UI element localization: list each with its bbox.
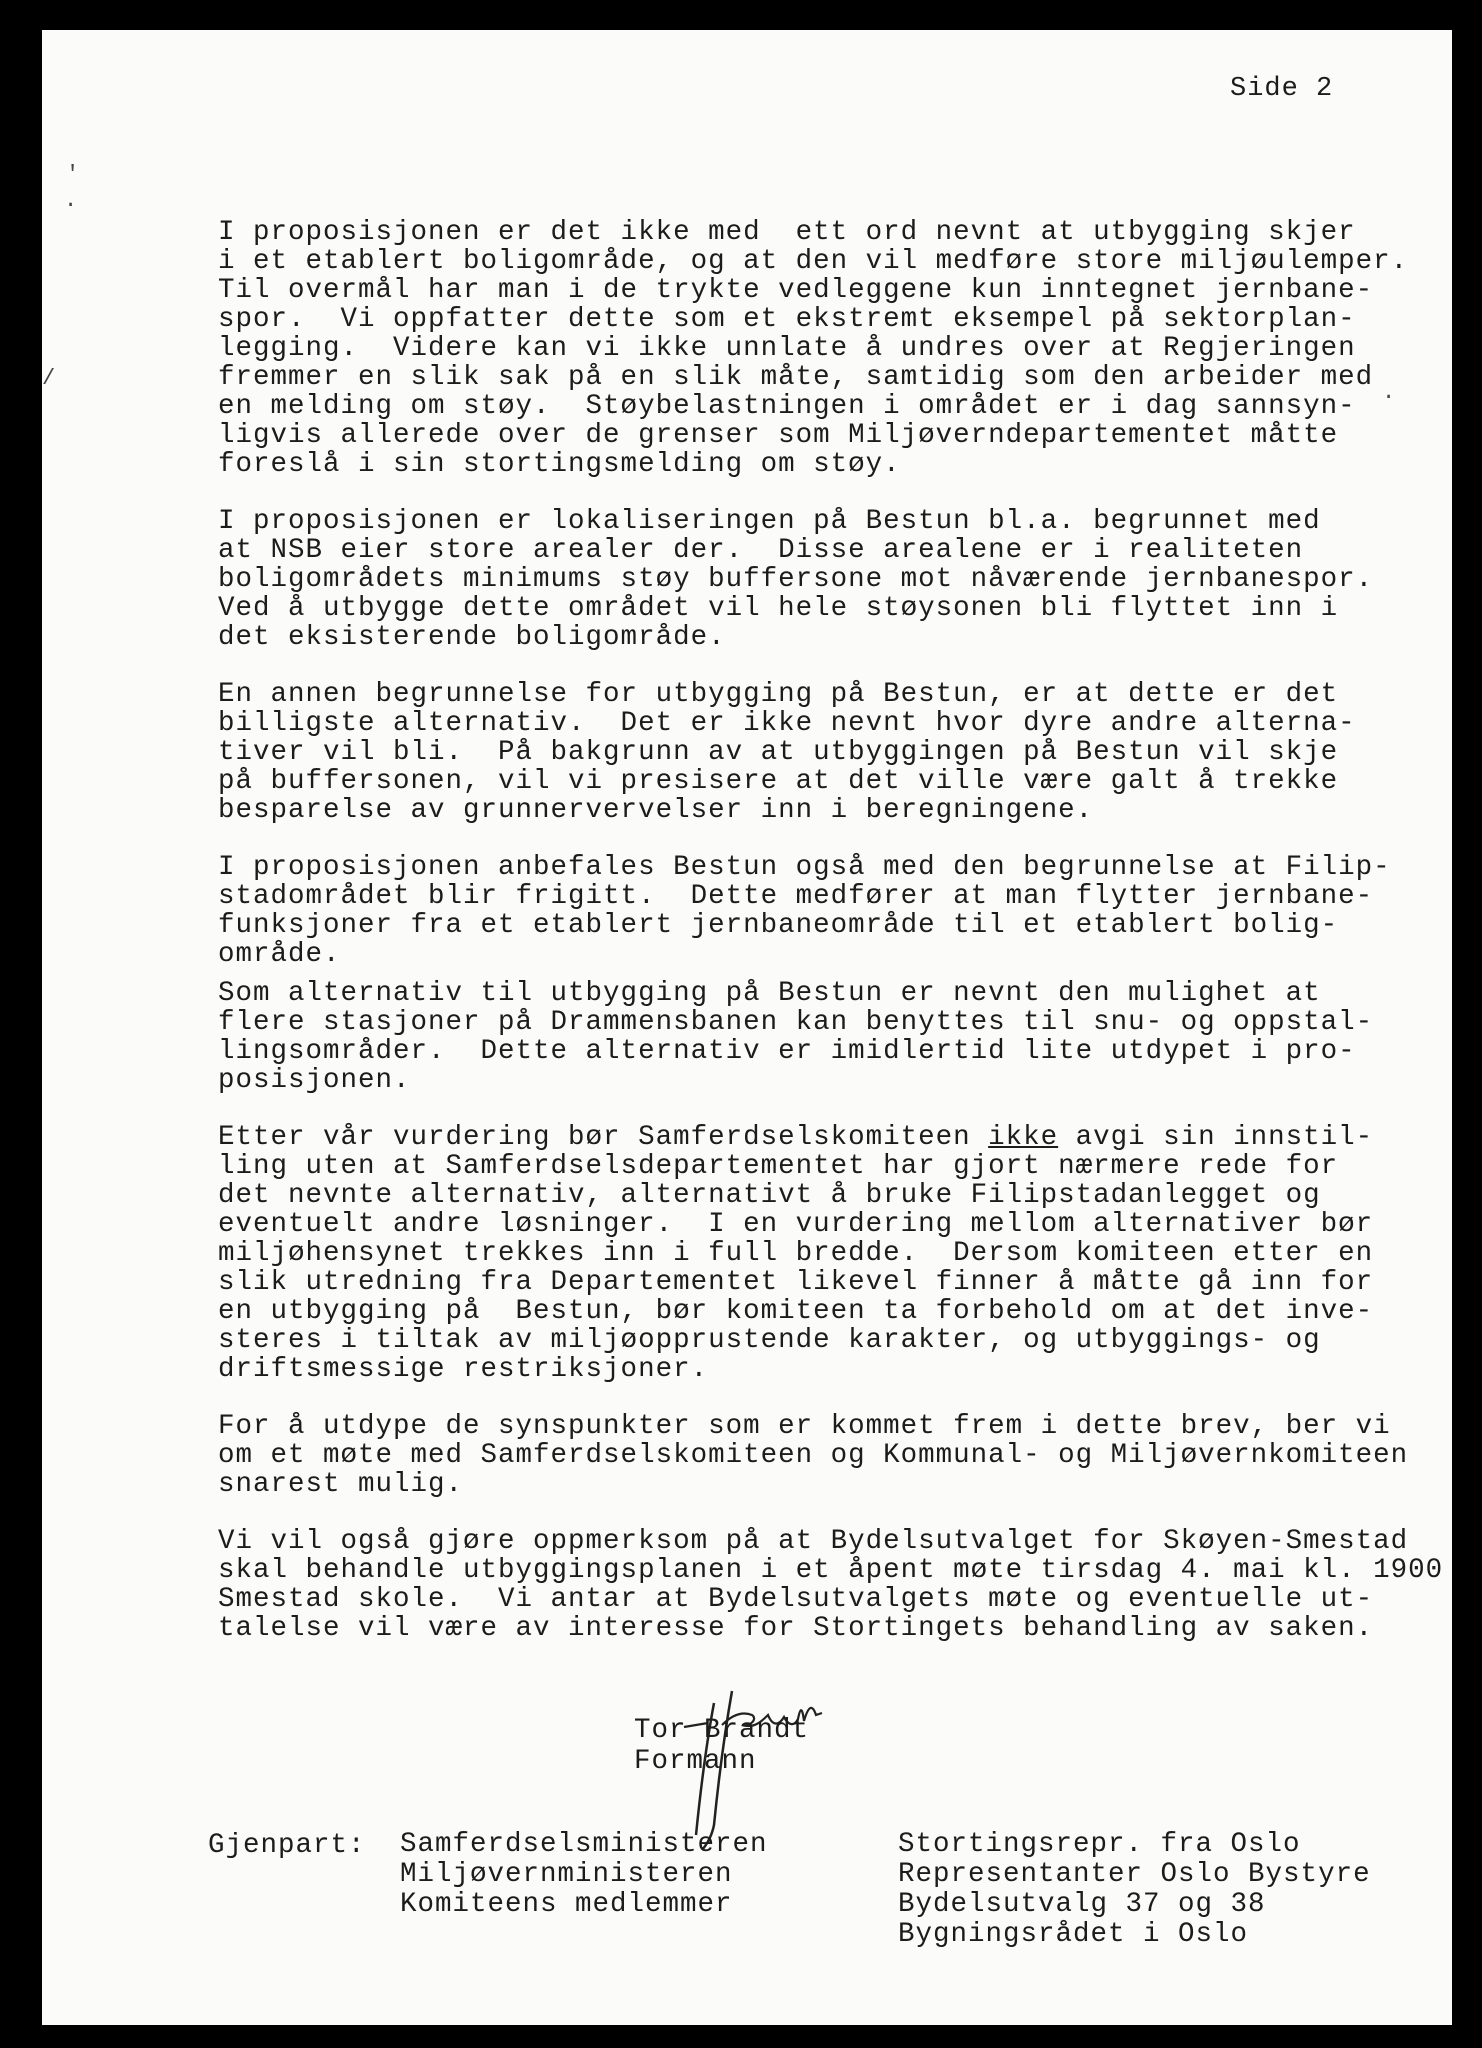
copy-recipient: Samferdselsministeren [400,1829,768,1860]
signatory-block [634,1715,809,1777]
copies-label: Gjenpart: [208,1830,366,1861]
text-line: funksjoner fra et etablert jernbaneområde til et etablert bolig- [218,910,1339,941]
document-page [42,30,1452,2025]
text-line: en melding om støy. Støybelastningen i området er i dag sannsyn- [218,391,1356,422]
text-line: stadområdet blir frigitt. Dette medfører at man flytter jernbane- [218,881,1374,912]
text-line: Vi vil også gjøre oppmerksom på at Bydelsutvalget for Skøyen-Smestad [218,1526,1409,1557]
margin-mark: / [42,366,56,391]
text-line: foreslå i sin stortingsmelding om støy. [218,449,901,480]
text-line: talelse vil være av interesse for Stortingets behandling av saken. [218,1613,1374,1644]
text-line: I proposisjonen er det ikke med ett ord nevnt at utbygging skjer [218,217,1356,248]
text-line: Ved å utbygge dette området vil hele støysonen bli flyttet inn i [218,593,1339,624]
paragraph-8 [218,1526,1444,1644]
signatory-title: Formann [634,1746,757,1777]
text-line: lingsområder. Dette alternativ er imidlertid lite utdypet i pro- [218,1036,1356,1067]
text-line: spor. Vi oppfatter dette som et ekstremt eksempel på sektorplan- [218,304,1356,335]
signatory-name: Tor Brandt [634,1715,810,1746]
text-line: snarest mulig. [218,1469,464,1500]
text-line: en utbygging på Bestun, bør komiteen ta forbehold om at det inve- [218,1296,1374,1327]
text-line: legging. Videre kan vi ikke unnlate å undres over at Regjeringen [218,333,1356,364]
text-line: Til overmål har man i de trykte vedleggene kun inntegnet jernbane- [218,275,1374,306]
text-line: Som alternativ til utbygging på Bestun er nevnt den mulighet at [218,978,1321,1009]
text-line: eventuelt andre løsninger. I en vurdering mellom alternativer bør [218,1209,1374,1240]
text-line: skal behandle utbyggingsplanen i et åpent møte tirsdag 4. mai kl. 1900 [218,1555,1444,1586]
paragraph-5 [218,979,1418,1095]
copies-column-1 [400,1830,768,1920]
text-line: besparelse av grunnervervelser inn i beregningene. [218,795,1094,826]
text-line: For å utdype de synspunkter som er kommet frem i dette brev, ber vi [218,1411,1391,1442]
text-line: område. [218,939,341,970]
text-line: posisjonen. [218,1065,411,1096]
paragraph-1 [218,218,1418,479]
text-line: flere stasjoner på Drammensbanen kan benyttes til snu- og oppstal- [218,1007,1374,1038]
text-line: slik utredning fra Departementet likevel finner å måtte gå inn for [218,1267,1374,1298]
text-line: I proposisjonen anbefales Bestun også med den begrunnelse at Filip- [218,852,1391,883]
paragraph-4 [218,853,1418,969]
paragraph-2 [218,507,1418,652]
text-line: om et møte med Samferdselskomiteen og Kommunal- og Miljøvernkomiteen [218,1440,1409,1471]
text-line-with-underline: Etter vår vurdering bør Samferdselskomiteen ikke avgi sin innstil- [218,1122,1374,1153]
text-line: boligområdets minimums støy buffersone mot nåværende jernbanespor. [218,564,1374,595]
text-line: Smestad skole. Vi antar at Bydelsutvalgets møte og eventuelle ut- [218,1584,1374,1615]
paragraph-3 [218,680,1418,825]
text-line: fremmer en slik sak på en slik måte, samtidig som den arbeider med [218,362,1374,393]
letter-body [218,217,1444,1671]
text-line: I proposisjonen er lokaliseringen på Bestun bl.a. begrunnet med [218,506,1321,537]
page-number: Side 2 [1230,74,1334,104]
text-line: En annen begrunnelse for utbygging på Bestun, er at dette er det [218,679,1339,710]
text-line: billigste alternativ. Det er ikke nevnt hvor dyre andre alterna- [218,708,1356,739]
text-line: i et etablert boligområde, og at den vil medføre store miljøulemper. [218,246,1409,277]
copy-recipient: Miljøvernministeren [400,1859,733,1890]
text-line: at NSB eier store arealer der. Disse arealene er i realiteten [218,535,1304,566]
text-line: det nevnte alternativ, alternativt å bruke Filipstadanlegget og [218,1180,1321,1211]
text-line: på buffersonen, vil vi presisere at det ville være galt å trekke [218,766,1339,797]
text-line: ligvis allerede over de grenser som Miljøverndepartementet måtte [218,420,1339,451]
copy-recipient: Bygningsrådet i Oslo [898,1919,1249,1950]
text-line: driftsmessige restriksjoner. [218,1354,709,1385]
copy-recipient: Komiteens medlemmer [400,1889,733,1920]
copy-recipient: Bydelsutvalg 37 og 38 [898,1889,1266,1920]
paragraph-6 [218,1123,1418,1384]
margin-mark: . [64,188,78,213]
text-line: det eksisterende boligområde. [218,622,726,653]
margin-mark: ' [66,162,80,187]
copy-recipient: Representanter Oslo Bystyre [898,1859,1371,1890]
margin-mark: . [1382,380,1396,405]
text-line: miljøhensynet trekkes inn i full bredde. Dersom komiteen etter en [218,1238,1374,1269]
copy-recipient: Stortingsrepr. fra Oslo [898,1829,1301,1860]
emphasized-word: ikke [988,1122,1059,1153]
text-line: ling uten at Samferdselsdepartementet har gjort nærmere rede for [218,1151,1339,1182]
paragraph-7 [218,1412,1418,1499]
text-line: steres i tiltak av miljøopprustende karakter, og utbyggings- og [218,1325,1321,1356]
text-line: tiver vil bli. På bakgrunn av at utbyggingen på Bestun vil skje [218,737,1339,768]
copies-column-2 [898,1830,1371,1950]
